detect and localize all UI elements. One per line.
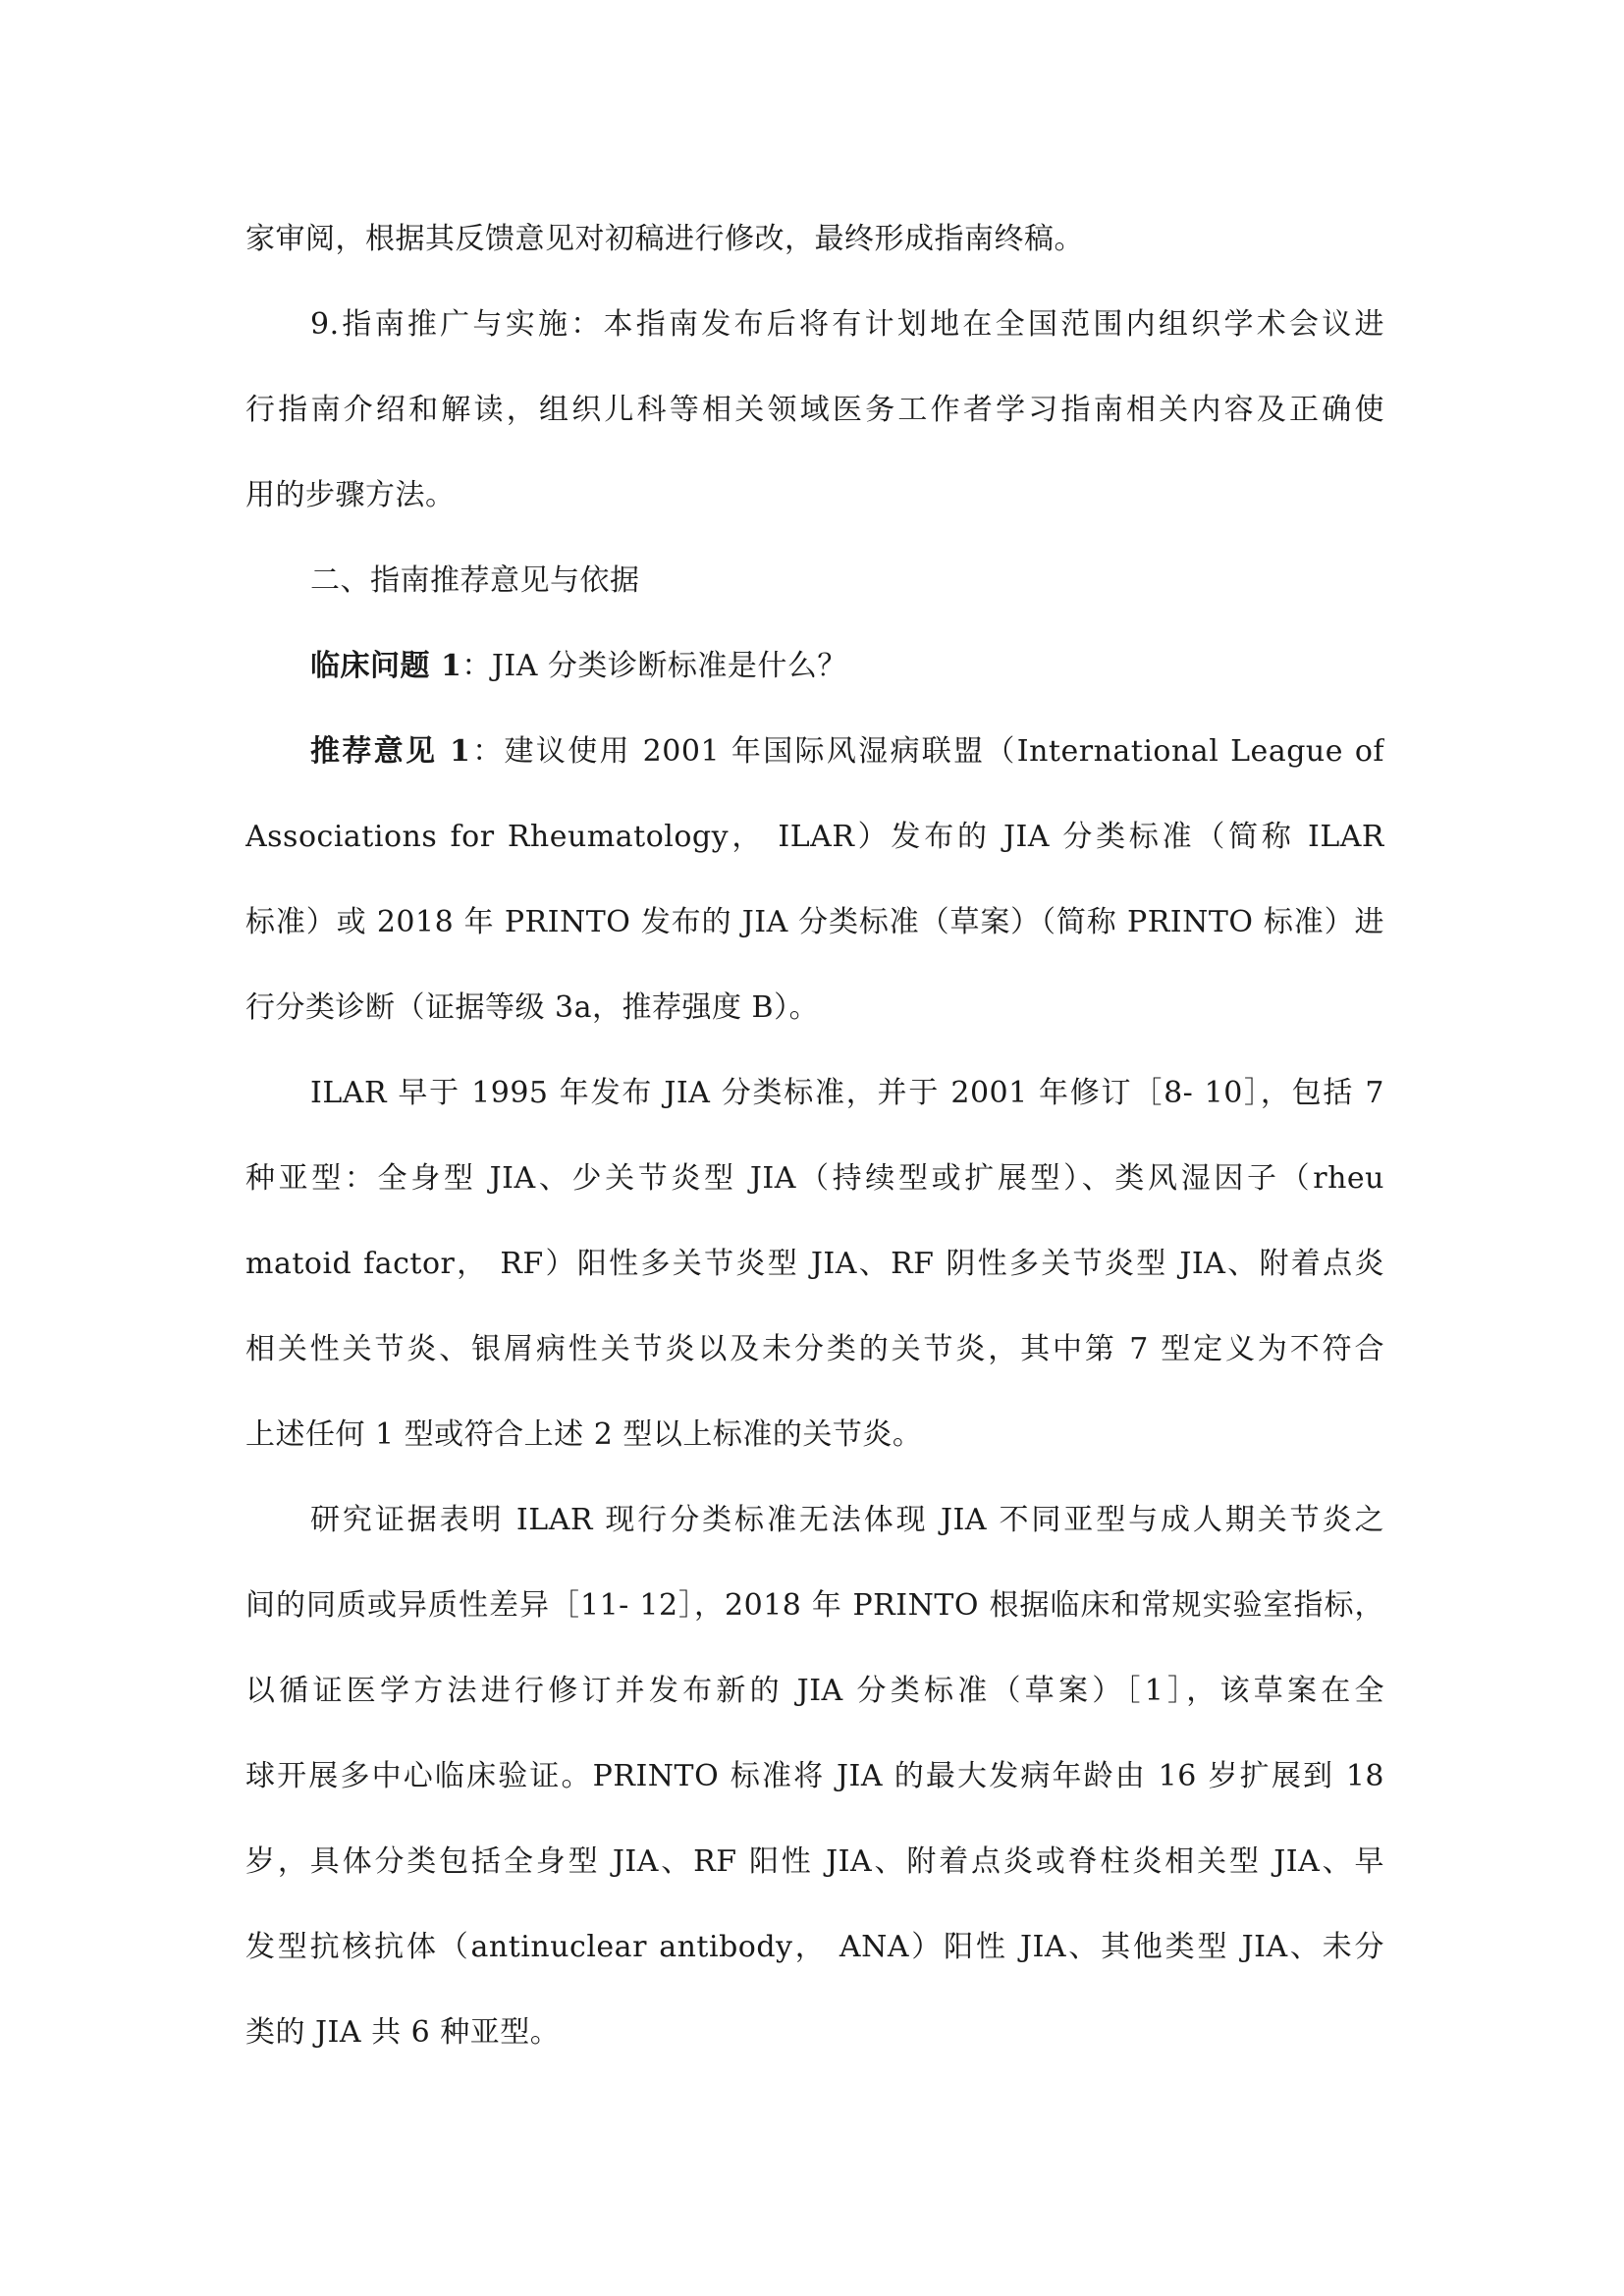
paragraph-line: 发型抗核抗体（antinuclear antibody， ANA）阳性 JIA、其他类型 JIA、未分 [245, 1930, 1384, 1964]
paragraph-line: matoid factor， RF）阳性多关节炎型 JIA、RF 阴性多关节炎型 JIA、附着点炎 [245, 1247, 1384, 1281]
paragraph-line: 行指南介绍和解读，组织儿科等相关领域医务工作者学习指南相关内容及正确使 [245, 393, 1384, 427]
paragraph-line: 相关性关节炎、银屑病性关节炎以及未分类的关节炎，其中第 7 型定义为不符合 [245, 1332, 1384, 1366]
clinical-question-text: ：JIA 分类诊断标准是什么？ [461, 649, 847, 683]
paragraph-line: 以循证医学方法进行修订并发布新的 JIA 分类标准（草案）［1］，该草案在全 [245, 1674, 1384, 1708]
section-heading: 二、指南推荐意见与依据 [310, 563, 640, 598]
paragraph-line: 种亚型：全身型 JIA、少关节炎型 JIA（持续型或扩展型）、类风湿因子（rheu [245, 1161, 1384, 1196]
paragraph-line: 间的同质或异质性差异［11- 12］，2018 年 PRINTO 根据临床和常规实验室指标， [245, 1588, 1384, 1623]
recommendation-text: ：建议使用 2001 年国际风湿病联盟（International League of [470, 734, 1384, 769]
paragraph-line: 球开展多中心临床验证。PRINTO 标准将 JIA 的最大发病年龄由 16 岁扩展到 18 [245, 1759, 1384, 1793]
paragraph-line: 岁，具体分类包括全身型 JIA、RF 阳性 JIA、附着点炎或脊柱炎相关型 JIA、早 [245, 1844, 1384, 1879]
paragraph-line: 用的步骤方法。 [245, 478, 456, 512]
paragraph-line: Associations for Rheumatology， ILAR）发布的 JIA 分类标准（简称 ILAR [245, 820, 1384, 854]
paragraph-line: 研究证据表明 ILAR 现行分类标准无法体现 JIA 不同亚型与成人期关节炎之 [310, 1503, 1384, 1537]
clinical-question-label: 临床问题 1 [310, 649, 462, 683]
paragraph-line: 类的 JIA 共 6 种亚型。 [245, 2015, 561, 2050]
paragraph-line: 家审阅，根据其反馈意见对初稿进行修改，最终形成指南终稿。 [245, 222, 1084, 256]
recommendation [310, 730, 1384, 774]
paragraph-line: 标准）或 2018 年 PRINTO 发布的 JIA 分类标准（草案）（简称 PRINTO 标准）进 [245, 905, 1384, 939]
recommendation-label: 推荐意见 1 [310, 734, 471, 769]
paragraph-line: 上述任何 1 型或符合上述 2 型以上标准的关节炎。 [245, 1417, 923, 1452]
paragraph-line: ILAR 早于 1995 年发布 JIA 分类标准，并于 2001 年修订［8- 10］，包括 7 [310, 1076, 1384, 1110]
paragraph-line: 行分类诊断（证据等级 3a，推荐强度 B）。 [245, 990, 820, 1025]
paragraph-line: 9.指南推广与实施：本指南发布后将有计划地在全国范围内组织学术会议进 [310, 307, 1384, 342]
clinical-question [310, 645, 847, 688]
